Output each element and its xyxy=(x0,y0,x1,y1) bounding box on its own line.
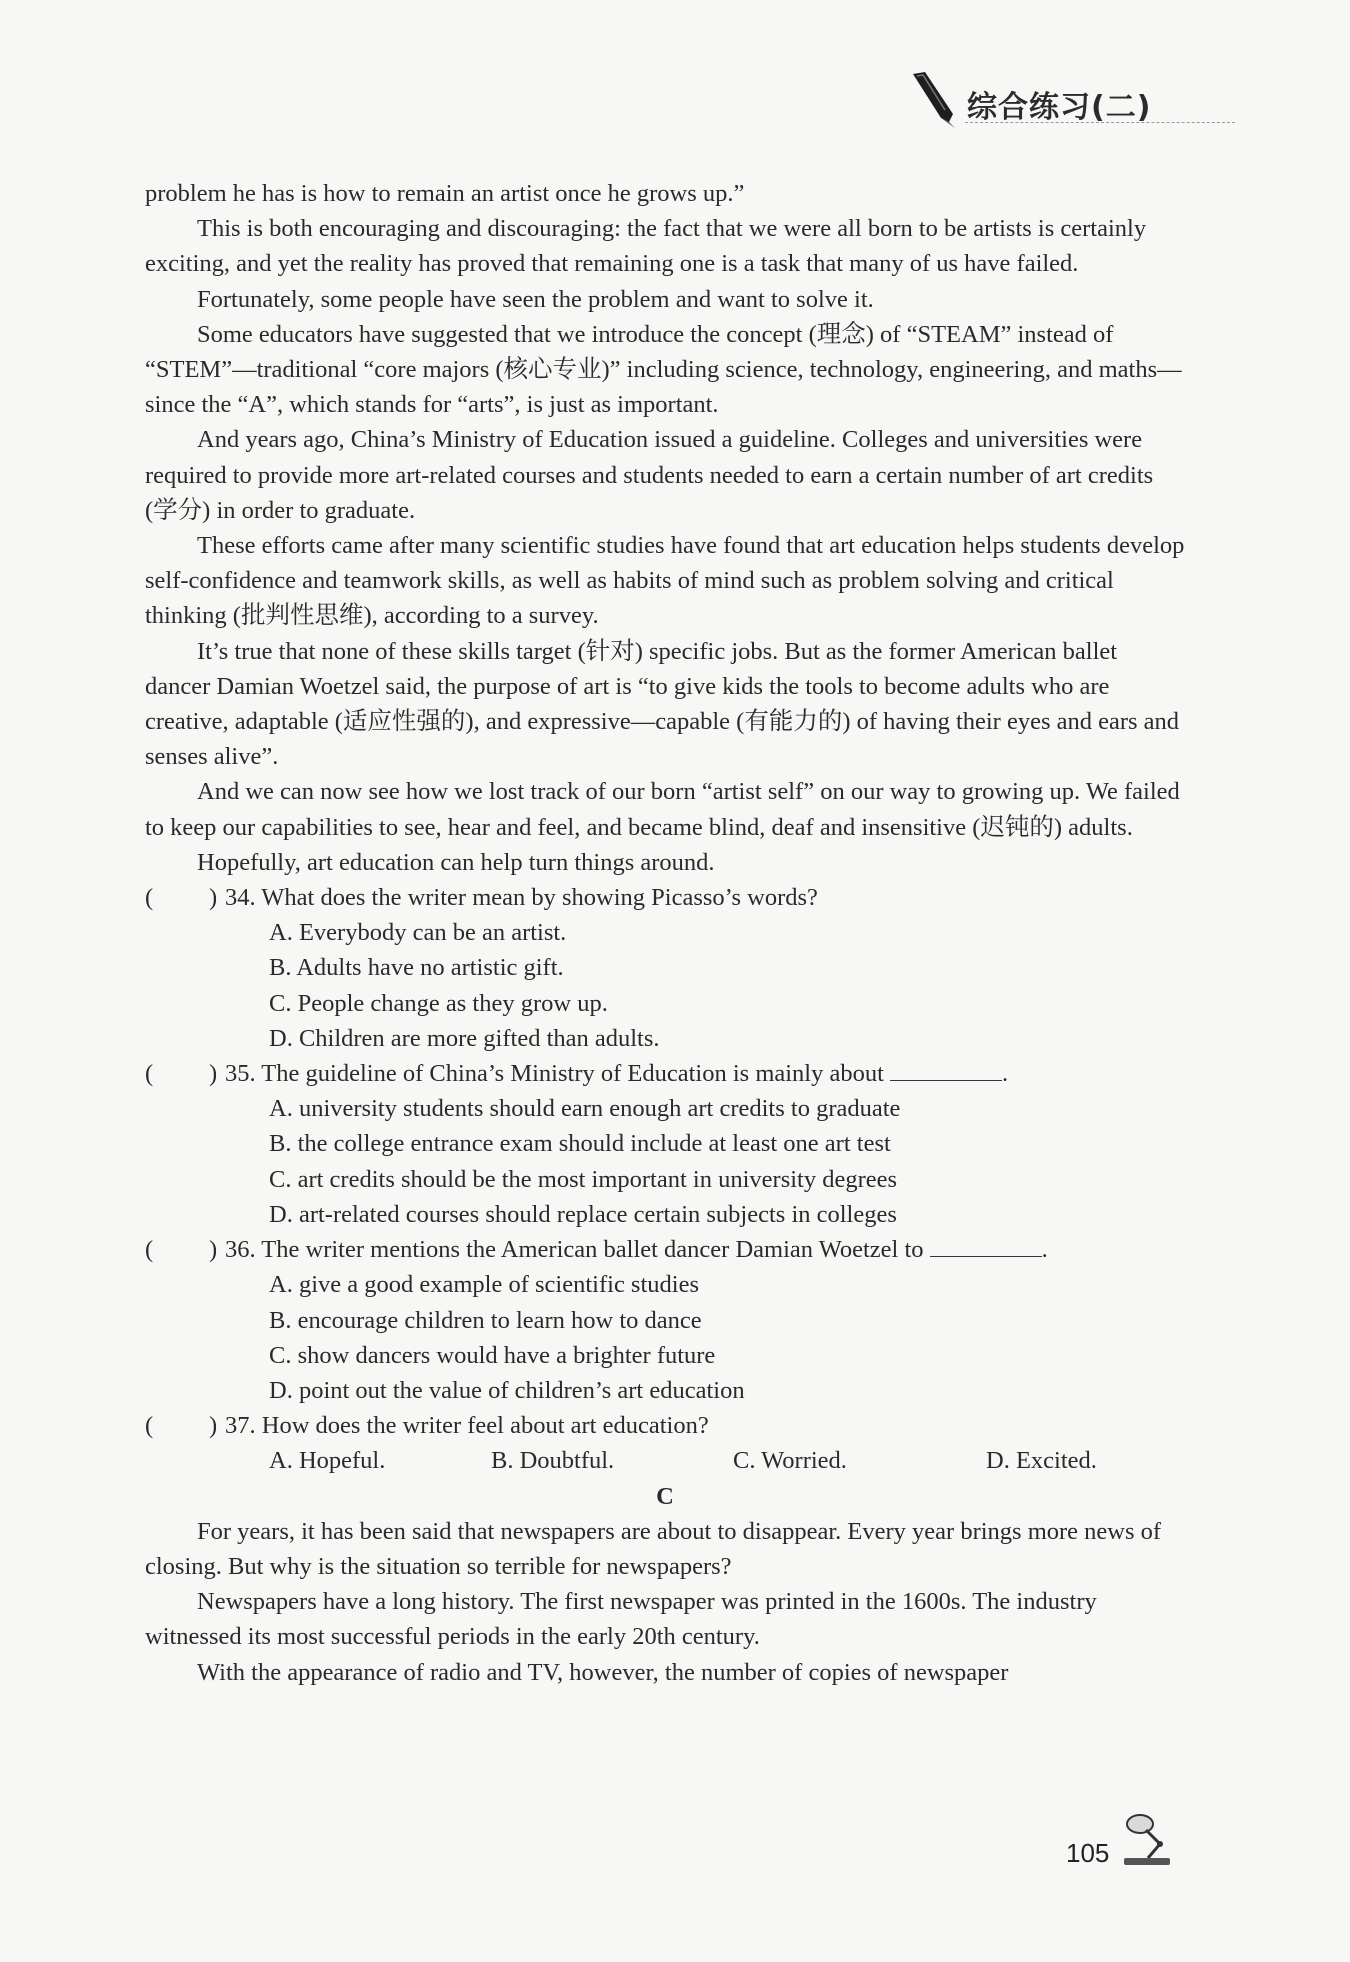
header-title: 综合练习(二) xyxy=(967,90,1152,125)
option-a: A. Hopeful. xyxy=(269,1447,386,1475)
option-d: D. Excited. xyxy=(986,1447,1097,1475)
paragraph: With the appearance of radio and TV, however, the number of copies of newspaper xyxy=(197,1658,1009,1686)
question-37 xyxy=(145,1408,1185,1443)
question-stem xyxy=(145,1056,1185,1091)
answer-bracket-close: ) xyxy=(209,1412,218,1440)
answer-bracket-open: ( xyxy=(145,1060,154,1088)
answer-bracket-close: ) xyxy=(209,1236,218,1264)
paragraph: Some educators have suggested that we introduce the concept (理念) of “STEAM” instead of “STEM”—traditional “core majors (核心专业)” including science, technology, engineering, and maths—since the “A”, which stands for “arts”, is just as important. xyxy=(145,320,1182,419)
header-divider xyxy=(965,122,1235,123)
reading-text xyxy=(145,176,1185,1690)
answer-blank xyxy=(930,1234,1042,1257)
options-row xyxy=(145,1443,1185,1478)
section-heading: C xyxy=(656,1482,674,1510)
question-34 xyxy=(145,880,1185,915)
option-a: A. give a good example of scientific studies xyxy=(269,1271,699,1299)
option-c: C. People change as they grow up. xyxy=(269,989,608,1017)
paragraph: It’s true that none of these skills target (针对) specific jobs. But as the former American ballet dancer Damian Woetzel said, the purpose of art is “to give kids the tools to become adults who are creative, adaptable (适应性强的), and expressive—capable (有能力的) of having their eyes and ears and senses alive”. xyxy=(145,637,1180,771)
paragraph: And we can now see how we lost track of our born “artist self” on our way to growing up. We failed to keep our capabilities to see, hear and feel, and became blind, deaf and insensitive (迟钝的) adults. xyxy=(145,778,1180,841)
paragraph: This is both encouraging and discouraging: the fact that we were all born to be artists is certainly exciting, and yet the reality has proved that remaining one is a task that many of us have failed. xyxy=(145,215,1147,278)
question-35 xyxy=(145,1056,1185,1091)
paragraph: And years ago, China’s Ministry of Education issued a guideline. Colleges and universities were required to provide more art-related courses and students needed to earn a certain number of art credits (学分) in order to graduate. xyxy=(145,426,1154,524)
pen-icon xyxy=(905,70,965,130)
answer-bracket-open: ( xyxy=(145,1412,154,1440)
option-b: B. the college entrance exam should include at least one art test xyxy=(269,1130,891,1158)
option-a: A. university students should earn enough art credits to graduate xyxy=(269,1095,901,1123)
answer-blank xyxy=(890,1058,1002,1081)
paragraph: For years, it has been said that newspapers are about to disappear. Every year brings more news of closing. But why is the situation so terrible for newspapers? xyxy=(145,1517,1162,1580)
paragraph: problem he has is how to remain an artist once he grows up.” xyxy=(145,180,745,207)
paragraph: Fortunately, some people have seen the problem and want to solve it. xyxy=(197,285,874,313)
answer-bracket-open: ( xyxy=(145,884,154,912)
option-d: D. Children are more gifted than adults. xyxy=(269,1024,660,1052)
paragraph: Hopefully, art education can help turn things around. xyxy=(197,848,715,876)
answer-bracket-close: ) xyxy=(209,1060,218,1088)
option-d: D. art-related courses should replace certain subjects in colleges xyxy=(269,1200,897,1228)
paragraph: Newspapers have a long history. The first newspaper was printed in the 1600s. The industry witnessed its most successful periods in the early 20th century. xyxy=(145,1588,1097,1651)
desk-lamp-icon xyxy=(1118,1810,1176,1868)
option-b: B. Adults have no artistic gift. xyxy=(269,954,564,982)
question-stem: 34. What does the writer mean by showing Picasso’s words? xyxy=(225,884,818,912)
option-b: B. encourage children to learn how to dance xyxy=(269,1306,702,1334)
option-c: C. show dancers would have a brighter future xyxy=(269,1341,716,1369)
option-c: C. Worried. xyxy=(733,1447,847,1475)
question-36 xyxy=(145,1232,1185,1267)
option-a: A. Everybody can be an artist. xyxy=(269,919,567,947)
paragraph: These efforts came after many scientific studies have found that art education helps students develop self-confidence and teamwork skills, as well as habits of mind such as problem solving and critical thinking (批判性思维), according to a survey. xyxy=(145,532,1185,630)
answer-bracket-open: ( xyxy=(145,1236,154,1264)
question-text: 36. The writer mentions the American ballet dancer Damian Woetzel to xyxy=(225,1236,924,1264)
option-c: C. art credits should be the most important in university degrees xyxy=(269,1165,898,1193)
question-stem xyxy=(145,1232,1185,1267)
option-d: D. point out the value of children’s art education xyxy=(269,1376,745,1404)
page-header xyxy=(905,70,1330,130)
answer-bracket-close: ) xyxy=(209,884,218,912)
question-stem: 37. How does the writer feel about art education? xyxy=(225,1412,709,1440)
stem-period: . xyxy=(1041,1236,1048,1264)
page-number: 105 xyxy=(1066,1838,1110,1868)
question-text: 35. The guideline of China’s Ministry of Education is mainly about xyxy=(225,1060,884,1088)
stem-period: . xyxy=(1002,1060,1009,1088)
option-b: B. Doubtful. xyxy=(491,1447,615,1475)
